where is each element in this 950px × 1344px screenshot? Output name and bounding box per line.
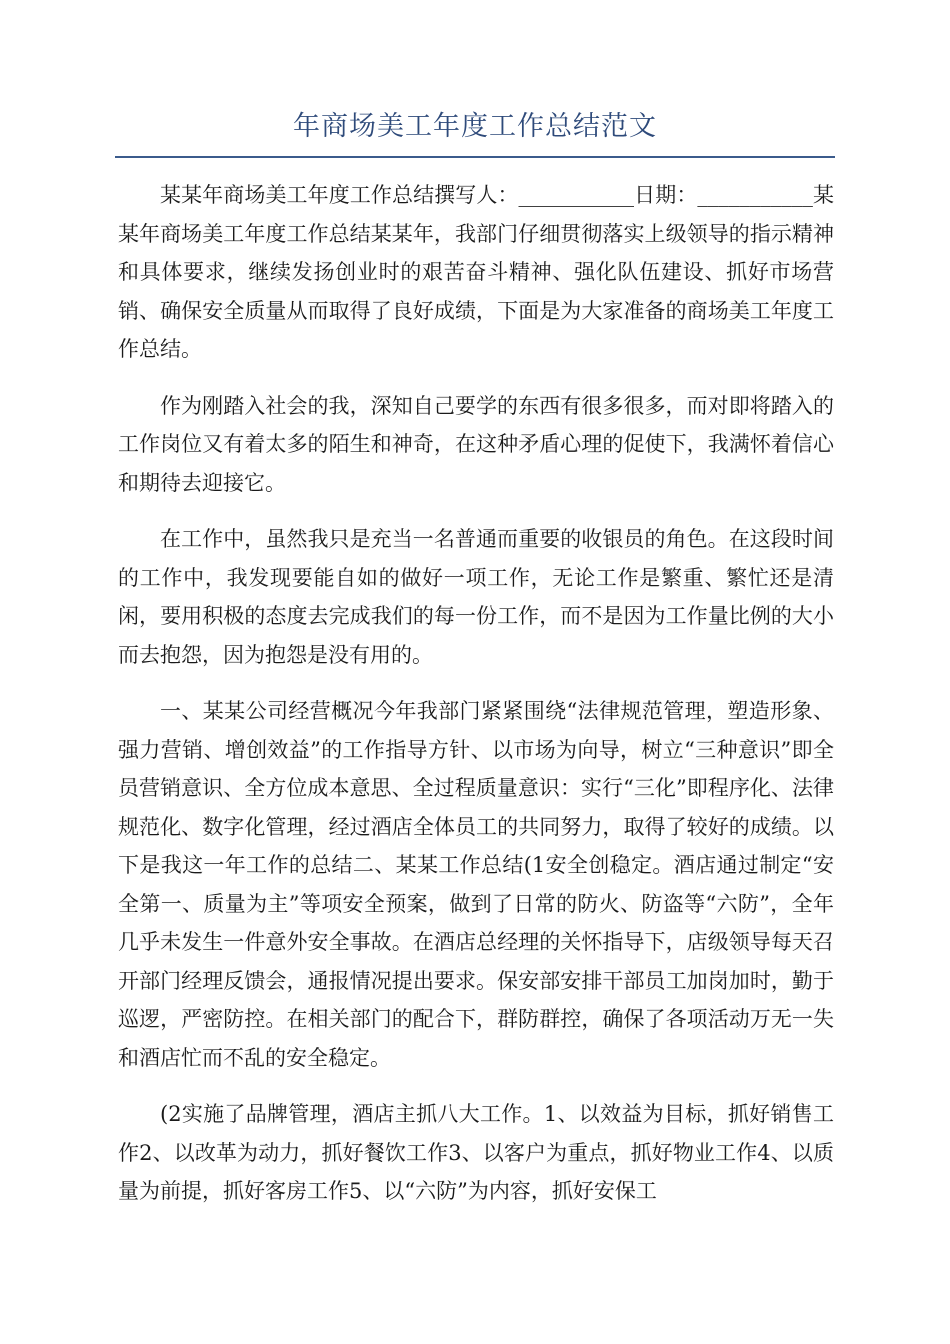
title-block [115,108,835,158]
paragraph-cashier: 在工作中，虽然我只是充当一名普通而重要的收银员的角色。在这段时间的工作中，我发现要能自如的做好一项工作，无论工作是繁重、繁忙还是清闲，要用积极的态度去完成我们的每一份工作，而不是因为工作量比例的大小而去抱怨，因为抱怨是没有用的。 [118,527,834,667]
paragraph-newcomer: 作为刚踏入社会的我，深知自己要学的东西有很多很多，而对即将踏入的工作岗位又有着太多的陌生和神奇，在这种矛盾心理的促使下，我满怀着信心和期待去迎接它。 [118,393,834,495]
document-body [118,176,834,1229]
paragraph-brand-management: (2实施了品牌管理，酒店主抓八大工作。1、以效益为目标，抓好销售工作2、以改革为动力，抓好餐饮工作3、以客户为重点，抓好物业工作4、以质量为前提，抓好客房工作5、以“六防”为内容，抓好安保工 [118,1102,834,1203]
paragraph-overview: 一、某某公司经营概况今年我部门紧紧围绕“法律规范管理，塑造形象、强力营销、增创效益”的工作指导方针、以市场为向导，树立“三种意识”即全员营销意识、全方位成本意思、全过程质量意识：实行“三化”即程序化、法律规范化、数字化管理，经过酒店全体员工的共同努力，取得了较好的成绩。以下是我这一年工作的总结二、某某工作总结(1安全创稳定。酒店通过制定“安全第一、质量为主”等项安全预案，做到了日常的防火、防盗等“六防”，全年几乎未发生一件意外安全事故。在酒店总经理的关怀指导下，店级领导每天召开部门经理反馈会，通报情况提出要求。保安部安排干部员工加岗加时，勤于巡逻，严密防控。在相关部门的配合下，群防群控，确保了各项活动万无一失和酒店忙而不乱的安全稳定。 [118,699,834,1070]
paragraph-intro: 某某年商场美工年度工作总结撰写人：___________日期：___________某某年商场美工年度工作总结某某年，我部门仔细贯彻落实上级领导的指示精神和具体要求，继续发扬创业时的艰苦奋斗精神、强化队伍建设、抓好市场营销、确保安全质量从而取得了良好成绩，下面是为大家准备的商场美工年度工作总结。 [118,183,834,361]
document-title: 年商场美工年度工作总结范文 [293,111,657,142]
